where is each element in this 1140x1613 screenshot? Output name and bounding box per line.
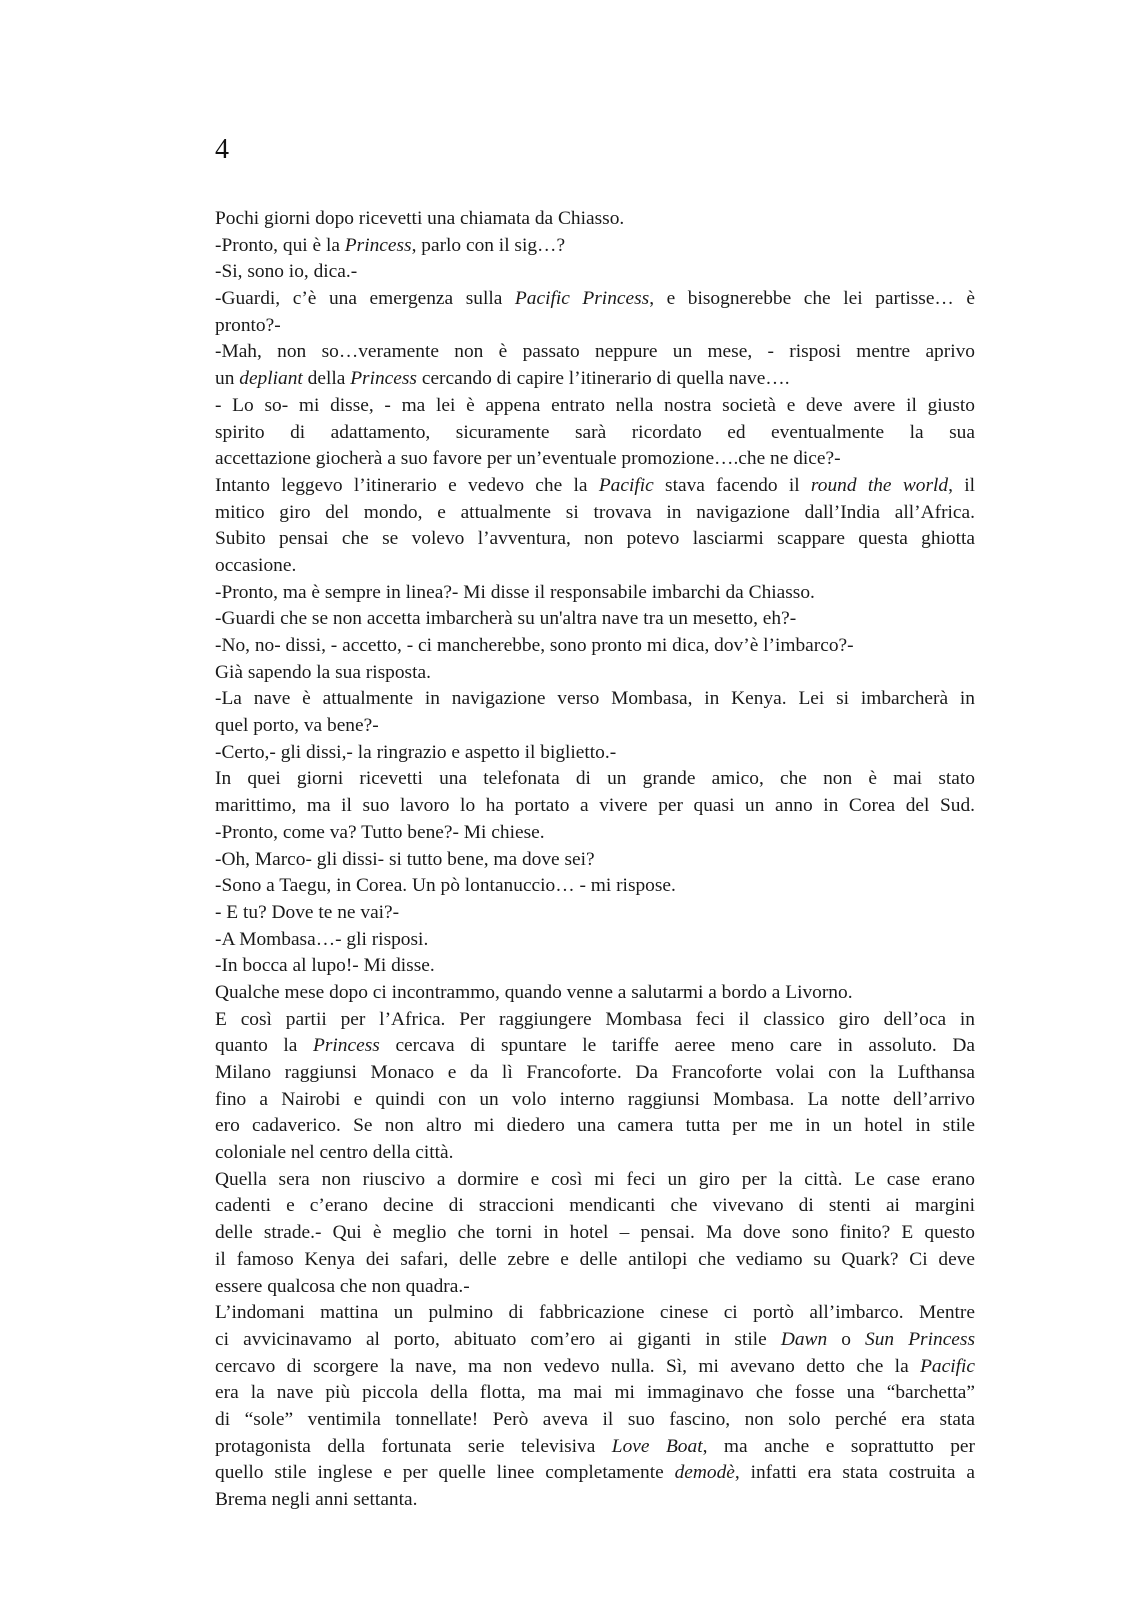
text-line: -In bocca al lupo!- Mi disse.: [215, 955, 435, 977]
text-line: -Certo,- gli dissi,- la ringrazio e aspetto il biglietto.-: [215, 741, 617, 763]
text-line: cadenti e c’erano decine di straccioni mendicanti che vivevano di stenti ai margini: [215, 1195, 975, 1217]
text-line: -Pronto, come va? Tutto bene?- Mi chiese.: [215, 821, 545, 843]
text-line: quanto la Princess cercava di spuntare le tariffe aeree meno care in assoluto. Da: [215, 1035, 976, 1057]
text-line: -Si, sono io, dica.-: [215, 261, 358, 283]
text-line: -A Mombasa…- gli risposi.: [215, 928, 429, 950]
text-line: fino a Nairobi e quindi con un volo interno raggiunsi Mombasa. La notte dell’arrivo: [215, 1088, 975, 1110]
text-line: Già sapendo la sua risposta.: [215, 661, 431, 683]
text-line: quel porto, va bene?-: [215, 715, 379, 737]
text-line: - Lo so- mi disse, - ma lei è appena entrato nella nostra società e deve avere il giusto: [215, 394, 975, 416]
text-line: ero cadaverico. Se non altro mi diedero una camera tutta per me in un hotel in stile: [215, 1115, 975, 1137]
text-line: spirito di adattamento, sicuramente sarà ricordato ed eventualmente la sua: [215, 421, 975, 443]
text-line: Quella sera non riuscivo a dormire e così mi feci un giro per la città. Le case erano: [215, 1168, 975, 1190]
chapter-number: 4: [215, 134, 229, 165]
text-line: -Pronto, ma è sempre in linea?- Mi disse il responsabile imbarchi da Chiasso.: [215, 581, 815, 603]
text-line: cercavo di scorgere la nave, ma non vedevo nulla. Sì, mi avevano detto che la Pacific: [215, 1355, 975, 1377]
text-line: protagonista della fortunata serie televisiva Love Boat, ma anche e soprattutto per: [215, 1435, 975, 1457]
text-line: -Guardi, c’è una emergenza sulla Pacific Princess, e bisognerebbe che lei partisse… è: [215, 288, 975, 310]
text-line: -Guardi che se non accetta imbarcherà su un'altra nave tra un mesetto, eh?-: [215, 608, 797, 630]
text-line: L’indomani mattina un pulmino di fabbricazione cinese ci portò all’imbarco. Mentre: [215, 1302, 975, 1324]
text-line: essere qualcosa che non quadra.-: [215, 1275, 470, 1297]
text-line: -Oh, Marco- gli dissi- si tutto bene, ma dove sei?: [215, 848, 595, 870]
text-line: marittimo, ma il suo lavoro lo ha portato a vivere per quasi un anno in Corea del Sud.: [215, 795, 975, 817]
text-line: ci avvicinavamo al porto, abituato com’ero ai giganti in stile Dawn o Sun Princess: [215, 1328, 975, 1350]
text-line: era la nave più piccola della flotta, ma mai mi immaginavo che fosse una “barchetta”: [215, 1382, 975, 1404]
text-line: Subito pensai che se volevo l’avventura, non potevo lasciarmi scappare questa ghiotta: [215, 528, 975, 550]
text-line: il famoso Kenya dei safari, delle zebre e delle antilopi che vediamo su Quark? Ci deve: [215, 1248, 975, 1270]
text-line: un depliant della Princess cercando di capire l’itinerario di quella nave….: [215, 368, 790, 390]
text-line: -Sono a Taegu, in Corea. Un pò lontanuccio… - mi rispose.: [215, 875, 676, 897]
text-line: delle strade.- Qui è meglio che torni in hotel – pensai. Ma dove sono finito? E questo: [215, 1222, 975, 1244]
text-line: Brema negli anni settanta.: [215, 1489, 418, 1510]
text-line: In quei giorni ricevetti una telefonata di un grande amico, che non è mai stato: [215, 768, 975, 790]
chapter-body-text: [215, 206, 975, 1514]
text-line: Intanto leggevo l’itinerario e vedevo che la Pacific stava facendo il round the world, il: [215, 474, 975, 496]
text-line: -Mah, non so…veramente non è passato neppure un mese, - risposi mentre aprivo: [215, 341, 975, 363]
text-line: mitico giro del mondo, e attualmente si trovava in navigazione dall’India all’Africa.: [215, 501, 975, 523]
text-line: Milano raggiunsi Monaco e da lì Francoforte. Da Francoforte volai con la Lufthansa: [215, 1062, 975, 1083]
text-line: Qualche mese dopo ci incontrammo, quando venne a salutarmi a bordo a Livorno.: [215, 981, 853, 1003]
text-line: - E tu? Dove te ne vai?-: [215, 901, 400, 923]
text-line: -No, no- dissi, - accetto, - ci mancherebbe, sono pronto mi dica, dov’è l’imbarco?-: [215, 635, 854, 656]
text-line: E così partii per l’Africa. Per raggiungere Mombasa feci il classico giro dell’oca in: [215, 1008, 975, 1030]
text-line: -Pronto, qui è la Princess, parlo con il sig…?: [215, 234, 566, 256]
text-line: quello stile inglese e per quelle linee completamente demodè, infatti era stata costruita a: [215, 1462, 975, 1484]
text-line: accettazione giocherà a suo favore per un’eventuale promozione….che ne dice?-: [215, 448, 841, 470]
text-line: -La nave è attualmente in navigazione verso Mombasa, in Kenya. Lei si imbarcherà in: [215, 688, 975, 710]
text-line: coloniale nel centro della città.: [215, 1142, 454, 1164]
text-line: di “sole” ventimila tonnellate! Però aveva il suo fascino, non solo perché era stata: [215, 1408, 975, 1430]
text-line: Pochi giorni dopo ricevetti una chiamata da Chiasso.: [215, 208, 625, 229]
text-line: occasione.: [215, 554, 297, 576]
text-line: pronto?-: [215, 314, 281, 336]
